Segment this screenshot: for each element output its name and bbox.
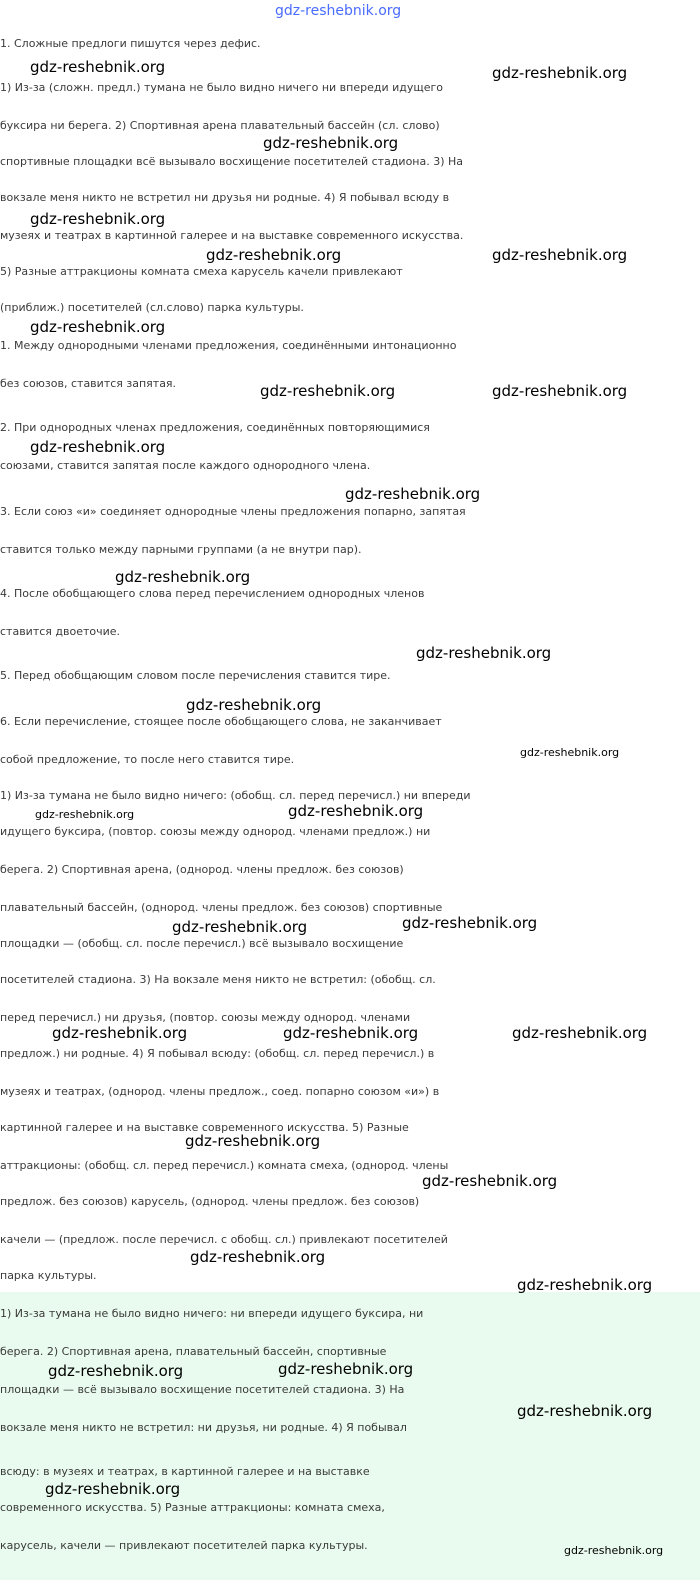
analysis-line: предлож.) ни родные. 4) Я побывал всюду: (обобщ. сл. перед перечисл.) в	[0, 1047, 435, 1060]
analysis-line: аттракционы: (обобщ. сл. перед перечисл.) комната смеха, (однород. члены	[0, 1159, 449, 1172]
analysis-line: предлож. без союзов) карусель, (однород. члены предлож. без союзов)	[0, 1195, 420, 1208]
analysis-line: качели — (предлож. после перечисл. с обобщ. сл.) привлекают посетителей	[0, 1233, 448, 1246]
watermark: gdz-reshebnik.org	[186, 696, 322, 714]
rule-line: 2. При однородных членах предложения, соединённых повторяющимися	[0, 421, 430, 434]
analysis-line: посетителей стадиона. 3) На вокзале меня никто не встретил: (обобщ. сл.	[0, 973, 436, 986]
watermark: gdz-reshebnik.org	[30, 318, 166, 336]
watermark: gdz-reshebnik.org	[278, 1360, 414, 1378]
watermark: gdz-reshebnik.org	[52, 1024, 188, 1042]
rule-line: 6. Если перечисление, стоящее после обобщающего слова, не заканчивает	[0, 715, 442, 728]
final-line: 1) Из-за тумана не было видно ничего: ни впереди идущего буксира, ни	[0, 1307, 424, 1320]
watermark: gdz-reshebnik.org	[520, 746, 620, 759]
analysis-line: идущего буксира, (повтор. союзы между однород. членами предлож.) ни	[0, 825, 431, 838]
watermark: gdz-reshebnik.org	[564, 1544, 664, 1557]
rule-line: 3. Если союз «и» соединяет однородные члены предложения попарно, запятая	[0, 505, 466, 518]
analysis-line: перед перечисл.) ни друзья, (повтор. союзы между однород. членами	[0, 1011, 411, 1024]
watermark: gdz-reshebnik.org	[115, 568, 251, 586]
final-line: вокзале меня никто не встретил: ни друзья, ни родные. 4) Я побывал	[0, 1421, 407, 1434]
analysis-line: картинной галерее и на выставке современного искусства. 5) Разные	[0, 1121, 409, 1134]
final-line: современного искусства. 5) Разные аттракционы: комната смеха,	[0, 1501, 385, 1514]
rule-line: без союзов, ставится запятая.	[0, 377, 177, 390]
watermark: gdz-reshebnik.org	[492, 246, 628, 264]
rule-line: ставится только между парными группами (а не внутри пар).	[0, 543, 362, 556]
watermark: gdz-reshebnik.org	[517, 1402, 653, 1420]
watermark: gdz-reshebnik.org	[185, 1132, 321, 1150]
watermark: gdz-reshebnik.org	[260, 382, 396, 400]
watermark: gdz-reshebnik.org	[402, 914, 538, 932]
watermark: gdz-reshebnik.org	[206, 246, 342, 264]
analysis-line: берега. 2) Спортивная арена, (однород. члены предлож. без союзов)	[0, 863, 404, 876]
rule-line: 5. Перед обобщающим словом после перечисления ставится тире.	[0, 669, 391, 682]
part1-line: 1) Из-за (сложн. предл.) тумана не было видно ничего ни впереди идущего	[0, 81, 443, 94]
watermark: gdz-reshebnik.org	[263, 134, 399, 152]
analysis-line: площадки — (обобщ. сл. после перечисл.) всё вызывало восхищение	[0, 937, 404, 950]
watermark: gdz-reshebnik.org	[492, 382, 628, 400]
watermark: gdz-reshebnik.org	[190, 1248, 326, 1266]
analysis-line: парка культуры.	[0, 1269, 97, 1282]
watermark: gdz-reshebnik.org	[48, 1362, 184, 1380]
rule-line: ставится двоеточие.	[0, 625, 121, 638]
final-line: берега. 2) Спортивная арена, плавательный бассейн, спортивные	[0, 1345, 387, 1358]
watermark: gdz-reshebnik.org	[172, 918, 308, 936]
analysis-line: музеях и театрах, (однород. члены предлож., соед. попарно союзом «и») в	[0, 1085, 440, 1098]
part1-line: (приближ.) посетителей (сл.слово) парка культуры.	[0, 301, 304, 314]
watermark: gdz-reshebnik.org	[30, 438, 166, 456]
watermark: gdz-reshebnik.org	[517, 1276, 653, 1294]
rule-line: собой предложение, то после него ставится тире.	[0, 753, 295, 766]
watermark: gdz-reshebnik.org	[45, 1480, 181, 1498]
part1-line: 5) Разные аттракционы комната смеха карусель качели привлекают	[0, 265, 403, 278]
watermark: gdz-reshebnik.org	[422, 1172, 558, 1190]
analysis-line: 1) Из-за тумана не было видно ничего: (обобщ. сл. перед перечисл.) ни впереди	[0, 789, 471, 802]
watermark: gdz-reshebnik.org	[416, 644, 552, 662]
watermark: gdz-reshebnik.org	[345, 485, 481, 503]
watermark: gdz-reshebnik.org	[512, 1024, 648, 1042]
part1-line: музеях и театрах в картинной галерее и на выставке современного искусства.	[0, 229, 464, 242]
watermark: gdz-reshebnik.org	[275, 3, 402, 19]
watermark: gdz-reshebnik.org	[30, 58, 166, 76]
part1-line: вокзале меня никто не встретил ни друзья ни родные. 4) Я побывал всюду в	[0, 191, 450, 204]
final-line: всюду: в музеях и театрах, в картинной галерее и на выставке	[0, 1465, 370, 1478]
watermark: gdz-reshebnik.org	[288, 802, 424, 820]
rule-line: союзами, ставится запятая после каждого однородного члена.	[0, 459, 371, 472]
watermark: gdz-reshebnik.org	[283, 1024, 419, 1042]
final-line: площадки — всё вызывало восхищение посетителей стадиона. 3) На	[0, 1383, 405, 1396]
rule-line: 1. Между однородными членами предложения, соединёнными интонационно	[0, 339, 457, 352]
watermark: gdz-reshebnik.org	[30, 210, 166, 228]
part1-line: спортивные площадки всё вызывало восхищение посетителей стадиона. 3) На	[0, 155, 464, 168]
final-line: карусель, качели — привлекают посетителей парка культуры.	[0, 1539, 368, 1552]
part1-line: буксира ни берега. 2) Спортивная арена плавательный бассейн (сл. слово)	[0, 119, 440, 132]
watermark: gdz-reshebnik.org	[492, 64, 628, 82]
analysis-line: плавательный бассейн, (однород. члены предлож. без союзов) спортивные	[0, 901, 443, 914]
rule-line: 4. После обобщающего слова перед перечислением однородных членов	[0, 587, 425, 600]
watermark: gdz-reshebnik.org	[35, 808, 135, 821]
rule-intro: 1. Сложные предлоги пишутся через дефис.	[0, 37, 261, 50]
